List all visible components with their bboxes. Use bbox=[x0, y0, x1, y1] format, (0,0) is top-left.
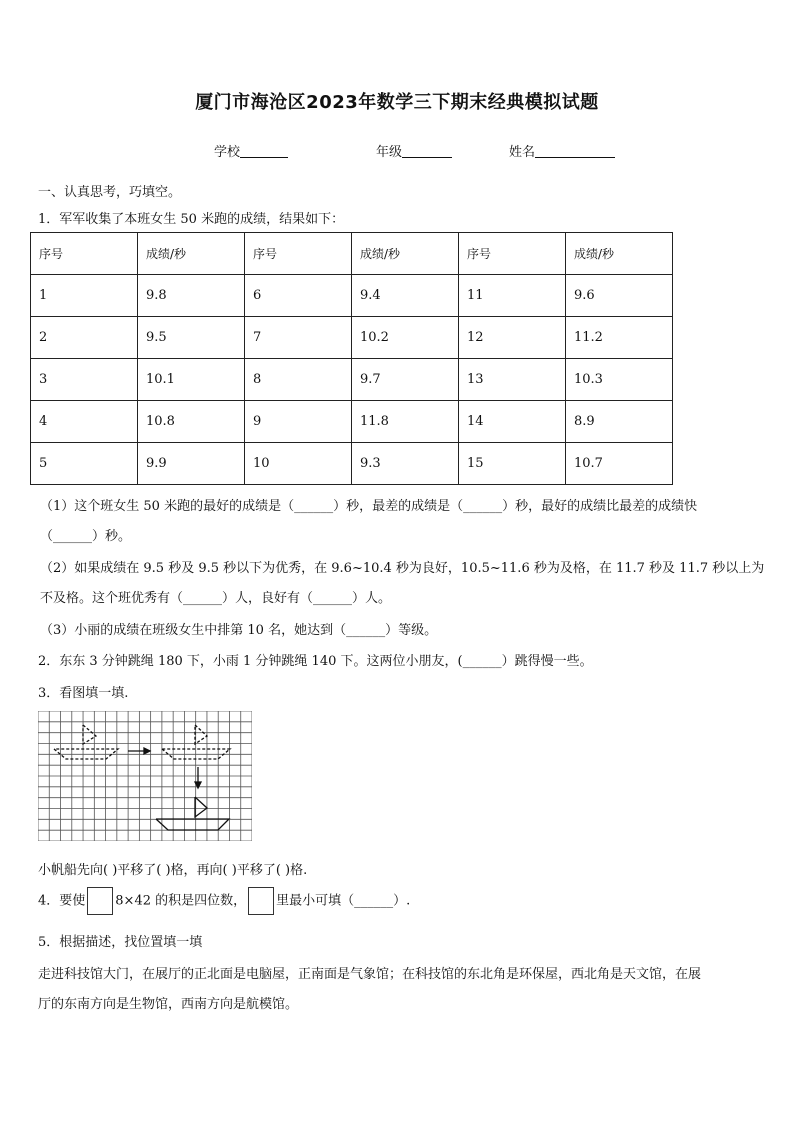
section-heading: 一、认真思考，巧填空。 bbox=[38, 185, 182, 200]
question-4-suffix: 里最小可填（______）. bbox=[276, 893, 411, 909]
question-1-sub2-line2: 不及格。这个班优秀有（______）人，良好有（______）人。 bbox=[40, 591, 392, 606]
table-cell: 9.4 bbox=[352, 275, 459, 317]
table-header-cell: 成绩/秒 bbox=[566, 233, 673, 275]
table-cell: 13 bbox=[459, 359, 566, 401]
table-cell: 4 bbox=[31, 401, 138, 443]
name-blank[interactable] bbox=[535, 144, 615, 158]
question-5-line2: 厅的东南方向是生物馆，西南方向是航模馆。 bbox=[38, 997, 299, 1012]
table-cell: 10.7 bbox=[566, 443, 673, 485]
question-2: 2．东东 3 分钟跳绳 180 下，小雨 1 分钟跳绳 140 下。这两位小朋友，(______）跳得慢一些。 bbox=[38, 654, 593, 669]
table-cell: 10 bbox=[245, 443, 352, 485]
sailboat-grid-figure bbox=[38, 711, 252, 841]
table-cell: 3 bbox=[31, 359, 138, 401]
grade-label: 年级 bbox=[376, 145, 403, 160]
table-cell: 9.6 bbox=[566, 275, 673, 317]
table-header-cell: 序号 bbox=[245, 233, 352, 275]
grid-lines bbox=[38, 711, 252, 841]
table-cell: 5 bbox=[31, 443, 138, 485]
question-1-sub3: （3）小丽的成绩在班级女生中排第 10 名，她达到（______）等级。 bbox=[40, 623, 438, 638]
question-3-answer-line: 小帆船先向( )平移了( )格，再向( )平移了( )格. bbox=[38, 863, 308, 878]
table-cell: 8 bbox=[245, 359, 352, 401]
table-cell: 10.3 bbox=[566, 359, 673, 401]
table-cell: 11 bbox=[459, 275, 566, 317]
table-cell: 11.2 bbox=[566, 317, 673, 359]
question-1-stem: 1．军军收集了本班女生 50 米跑的成绩，结果如下： bbox=[38, 212, 345, 227]
question-1-sub1-line1: （1）这个班女生 50 米跑的最好的成绩是（______）秒，最差的成绩是（______）秒，最好的成绩比最差的成绩快 bbox=[40, 499, 698, 514]
question-4-middle: 8×42 的积是四位数， bbox=[115, 893, 247, 909]
school-field[interactable] bbox=[214, 141, 288, 160]
page-title: 厦门市海沧区2023年数学三下期末经典模拟试题 bbox=[195, 92, 599, 113]
table-row bbox=[31, 401, 673, 443]
table-cell: 10.1 bbox=[138, 359, 245, 401]
table-cell: 9 bbox=[245, 401, 352, 443]
name-field[interactable] bbox=[509, 141, 615, 160]
table-cell: 9.5 bbox=[138, 317, 245, 359]
name-label: 姓名 bbox=[509, 145, 536, 160]
table-cell: 6 bbox=[245, 275, 352, 317]
table-row bbox=[31, 275, 673, 317]
question-5-line1: 走进科技馆大门，在展厅的正北面是电脑屋，正南面是气象馆；在科技馆的东北角是环保屋，西北角是天文馆，在展 bbox=[38, 967, 702, 982]
question-1-sub2-line1: （2）如果成绩在 9.5 秒及 9.5 秒以下为优秀，在 9.6~10.4 秒为良好，10.5~11.6 秒为及格，在 11.7 秒及 11.7 秒以上为 bbox=[40, 561, 765, 576]
table-cell: 9.9 bbox=[138, 443, 245, 485]
table-cell: 14 bbox=[459, 401, 566, 443]
table-cell: 15 bbox=[459, 443, 566, 485]
table-cell: 9.7 bbox=[352, 359, 459, 401]
question-3-stem: 3．看图填一填. bbox=[38, 686, 129, 701]
table-header-row bbox=[31, 233, 673, 275]
question-4-prefix: 4．要使 bbox=[38, 893, 86, 909]
school-blank[interactable] bbox=[240, 144, 288, 158]
table-cell: 2 bbox=[31, 317, 138, 359]
table-header-cell: 序号 bbox=[459, 233, 566, 275]
table-cell: 12 bbox=[459, 317, 566, 359]
table-header-cell: 序号 bbox=[31, 233, 138, 275]
table-row bbox=[31, 317, 673, 359]
grade-field[interactable] bbox=[376, 141, 452, 160]
question-1-sub1-line2: （______）秒。 bbox=[40, 529, 132, 544]
table-cell: 8.9 bbox=[566, 401, 673, 443]
table-header-cell: 成绩/秒 bbox=[138, 233, 245, 275]
table-cell: 9.3 bbox=[352, 443, 459, 485]
table-cell: 9.8 bbox=[138, 275, 245, 317]
table-cell: 10.8 bbox=[138, 401, 245, 443]
table-cell: 7 bbox=[245, 317, 352, 359]
question-4-digit-box[interactable] bbox=[87, 887, 113, 915]
table-cell: 1 bbox=[31, 275, 138, 317]
table-header-cell: 成绩/秒 bbox=[352, 233, 459, 275]
school-label: 学校 bbox=[214, 145, 241, 160]
scores-table bbox=[30, 232, 673, 485]
grade-blank[interactable] bbox=[402, 144, 452, 158]
table-row bbox=[31, 443, 673, 485]
table-row bbox=[31, 359, 673, 401]
sailboat-original bbox=[54, 725, 118, 759]
question-4-digit-box-ref[interactable] bbox=[248, 887, 274, 915]
table-cell: 11.8 bbox=[352, 401, 459, 443]
table-cell: 10.2 bbox=[352, 317, 459, 359]
question-5-stem: 5．根据描述，找位置填一填 bbox=[38, 935, 203, 950]
question-4 bbox=[38, 887, 410, 915]
